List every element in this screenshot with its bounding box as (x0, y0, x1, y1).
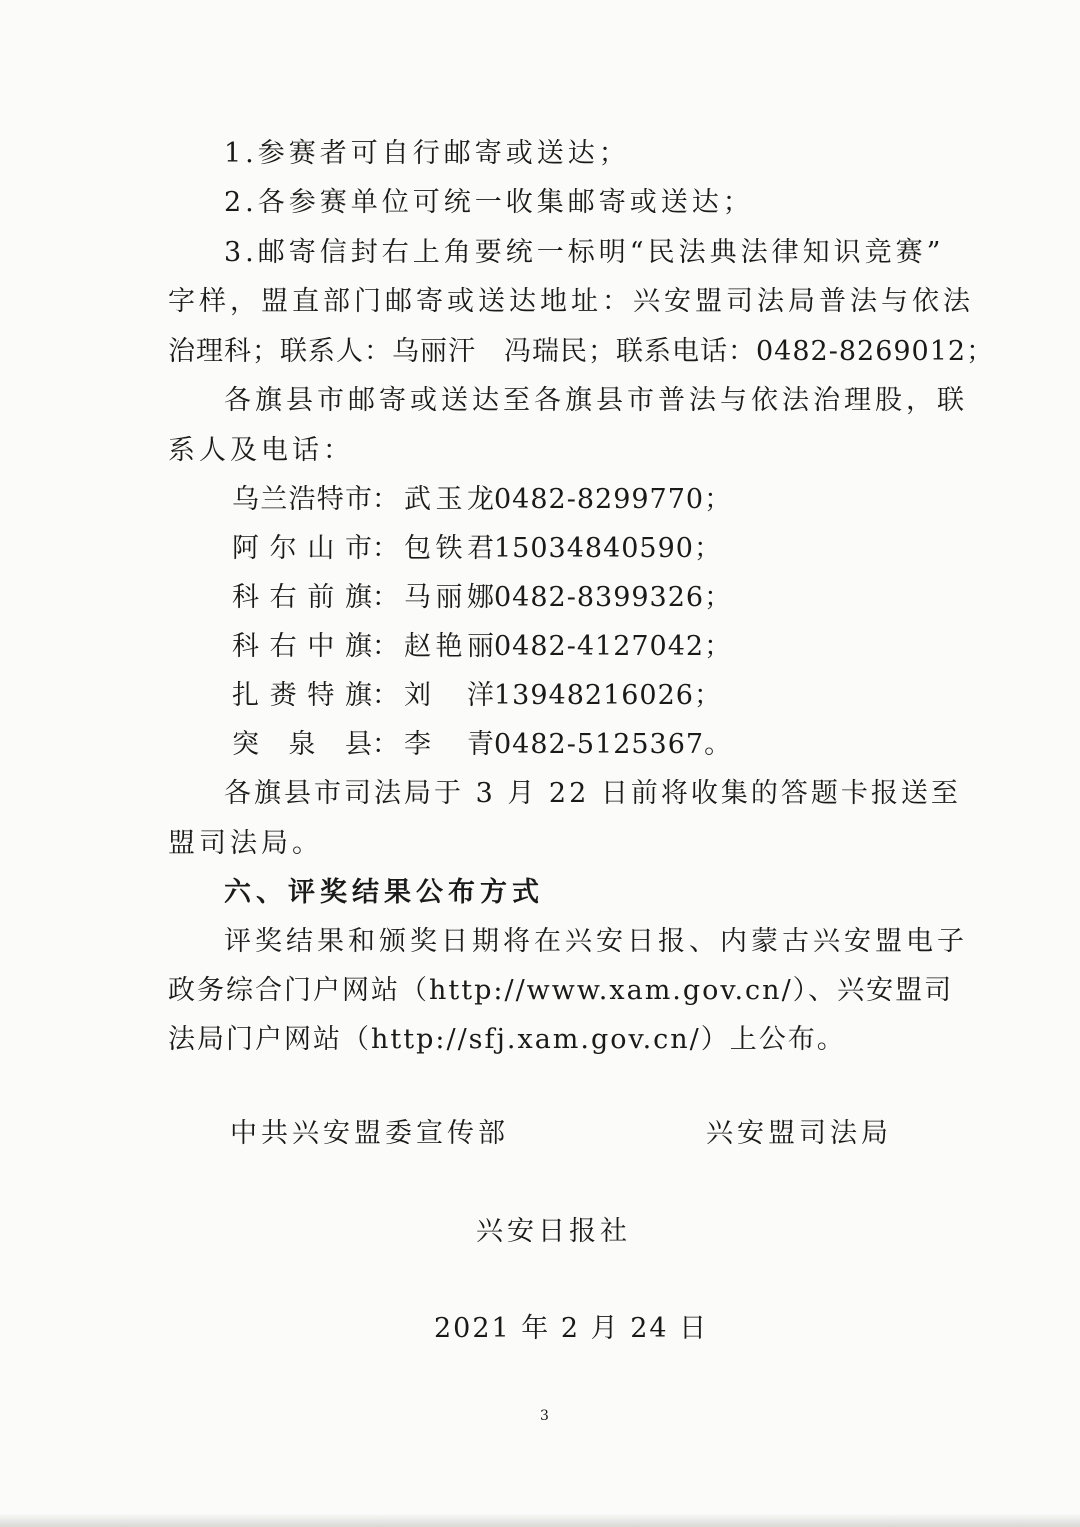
name-character: 泉 (288, 729, 316, 760)
name-character: 刘 (404, 680, 431, 711)
contact-person (404, 678, 494, 714)
list-item-1: 1.参赛者可自行邮寄或送达； (224, 138, 630, 169)
contact-phone: 15034840590； (494, 533, 722, 564)
document-date: 2021 年 2 月 24 日 (434, 1313, 709, 1344)
paragraph-line: 政务综合门户网站（http://www.xam.gov.cn/）、兴安盟司 (168, 975, 954, 1006)
contact-row (232, 629, 732, 665)
name-character: 浩 (288, 484, 316, 515)
name-character: 扎 (232, 680, 259, 711)
name-character: 旗 (344, 680, 372, 711)
name-character: 特 (307, 680, 335, 711)
signature-center: 兴安日报社 (476, 1216, 631, 1247)
name-character: 市 (344, 533, 372, 564)
contact-place (232, 580, 372, 616)
contact-phone: 0482-8399326； (494, 582, 733, 613)
name-character: 丽 (467, 631, 494, 662)
name-character: 乌 (232, 484, 259, 515)
list-item-2: 2.各参赛单位可统一收集邮寄或送达； (224, 187, 754, 218)
name-character: 阿 (232, 533, 259, 564)
contact-person (404, 531, 494, 567)
name-character: 马 (404, 582, 431, 613)
signature-right: 兴安盟司法局 (706, 1118, 892, 1149)
contact-row (232, 531, 722, 567)
name-character: 突 (232, 729, 259, 760)
name-character: 科 (232, 631, 259, 662)
contact-row (232, 727, 732, 763)
contact-place (232, 678, 372, 714)
colon-glyph: ： (372, 729, 399, 760)
name-character: 龙 (467, 484, 494, 515)
paragraph-line: 评奖结果和颁奖日期将在兴安日报、内蒙古兴安盟电子 (224, 926, 968, 957)
name-character: 玉 (435, 484, 463, 515)
contact-person (404, 727, 494, 763)
name-character: 市 (345, 484, 372, 515)
name-character: 旗 (344, 631, 372, 662)
name-character: 包 (404, 533, 431, 564)
contact-phone: 0482-4127042； (494, 631, 733, 662)
contact-place (232, 531, 372, 567)
contact-phone: 0482-8299770； (494, 484, 733, 515)
name-character: 右 (269, 631, 297, 662)
contact-place (232, 482, 372, 518)
colon-glyph: ： (372, 484, 399, 515)
name-character: 娜 (467, 582, 494, 613)
name-character: 尔 (269, 533, 297, 564)
name-character: 右 (269, 582, 297, 613)
name-character: 兰 (260, 484, 288, 515)
name-character: 艳 (435, 631, 463, 662)
contact-person (404, 580, 494, 616)
list-item-3: 3.邮寄信封右上角要统一标明“民法典法律知识竞赛” (224, 237, 945, 268)
paragraph-line: 各旗县市邮寄或送达至各旗县市普法与依法治理股，联 (224, 385, 968, 416)
name-character: 特 (316, 484, 344, 515)
contact-phone: 13948216026； (494, 680, 722, 711)
section-heading: 六、评奖结果公布方式 (224, 877, 544, 908)
name-character: 科 (232, 582, 259, 613)
paragraph-line: 盟司法局。 (168, 828, 323, 859)
page-number: 3 (540, 1408, 549, 1424)
contact-row (232, 678, 722, 714)
paragraph-line: 法局门户网站（http://sfj.xam.gov.cn/）上公布。 (168, 1024, 846, 1055)
paragraph-line: 各旗县市司法局于 3 月 22 日前将收集的答题卡报送至 (224, 778, 961, 809)
name-character: 山 (307, 533, 335, 564)
name-character: 赉 (269, 680, 297, 711)
contact-phone: 0482-5125367。 (494, 729, 733, 760)
name-character: 赵 (404, 631, 431, 662)
colon-glyph: ： (372, 533, 399, 564)
name-character: 洋 (467, 680, 494, 711)
name-character: 青 (467, 729, 494, 760)
name-character: 中 (307, 631, 335, 662)
contact-row (232, 482, 732, 518)
name-character: 县 (345, 729, 372, 760)
contact-person (404, 629, 494, 665)
name-character: 旗 (344, 582, 372, 613)
contact-place (232, 629, 372, 665)
contact-place (232, 727, 372, 763)
name-character: 君 (467, 533, 494, 564)
paragraph-line: 系人及电话： (168, 435, 354, 466)
signature-left: 中共兴安盟委宣传部 (230, 1118, 509, 1149)
paragraph-line: 治理科；联系人：乌丽汗 冯瑞民；联系电话：0482-8269012； (168, 336, 995, 367)
colon-glyph: ： (372, 582, 399, 613)
name-character: 铁 (435, 533, 463, 564)
name-character: 武 (404, 484, 431, 515)
name-character: 丽 (435, 582, 463, 613)
contact-person (404, 482, 494, 518)
name-character: 李 (404, 729, 431, 760)
colon-glyph: ： (372, 631, 399, 662)
colon-glyph: ： (372, 680, 399, 711)
contact-row (232, 580, 732, 616)
paragraph-line: 字样，盟直部门邮寄或送达地址：兴安盟司法局普法与依法 (168, 286, 974, 317)
name-character: 前 (307, 582, 335, 613)
